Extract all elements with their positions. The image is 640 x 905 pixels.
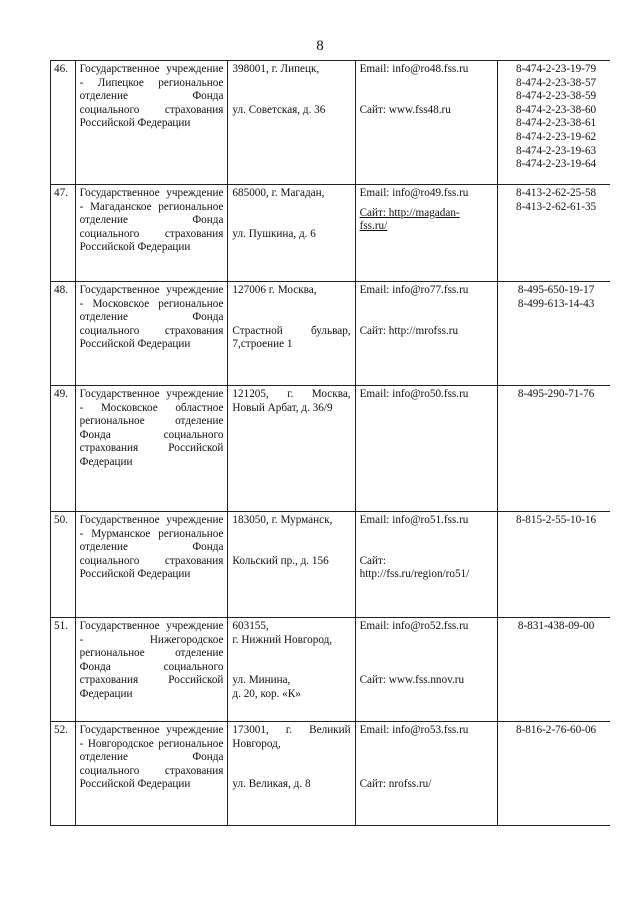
row-number: 46. bbox=[51, 61, 76, 185]
row-number: 47. bbox=[51, 185, 76, 282]
table-row bbox=[51, 282, 611, 386]
email-text[interactable]: Email: info@ro49.fss.ru bbox=[359, 187, 469, 199]
address-line: 685000, г. Магадан, bbox=[232, 187, 325, 199]
phone-number: 8-474-2-23-38-57 bbox=[515, 76, 597, 89]
address-line: 7,строение 1 bbox=[232, 338, 293, 351]
office-contacts bbox=[355, 185, 498, 282]
office-name: Государственное учреждение - Нижегородское региональное отделение Фонда социального страхования Российской Федерации bbox=[75, 618, 228, 722]
table-row bbox=[51, 61, 611, 185]
address-line: г. Нижний Новгород, bbox=[232, 633, 333, 646]
website-text[interactable]: http://fss.ru/region/ro51/ bbox=[359, 568, 470, 581]
table-row bbox=[51, 386, 611, 512]
row-number: 50. bbox=[51, 512, 76, 618]
phone-number: 8-474-2-23-38-59 bbox=[515, 90, 597, 103]
address-line: 173001, г. Великий bbox=[232, 724, 351, 736]
phone-number: 8-413-2-62-25-58 bbox=[515, 187, 597, 199]
table-row bbox=[51, 722, 611, 826]
office-address bbox=[228, 722, 355, 826]
office-phones bbox=[498, 618, 610, 722]
office-phones bbox=[498, 185, 610, 282]
website-text[interactable]: Сайт: www.fss48.ru bbox=[359, 103, 451, 116]
email-text[interactable]: Email: info@ro51.fss.ru bbox=[359, 514, 469, 526]
row-number: 51. bbox=[51, 618, 76, 722]
phone-number: 8-815-2-55-10-16 bbox=[515, 514, 597, 526]
office-address bbox=[228, 512, 355, 618]
address-line: д. 20, кор. «К» bbox=[232, 687, 301, 700]
email-text[interactable]: Email: info@ro52.fss.ru bbox=[359, 620, 469, 632]
office-phones bbox=[498, 386, 610, 512]
phone-number: 8-499-613-14-43 bbox=[517, 297, 595, 310]
address-line: 127006 г. Москва, bbox=[232, 284, 317, 296]
address-line: 398001, г. Липецк, bbox=[232, 63, 320, 75]
address-line: 603155, bbox=[232, 620, 269, 632]
phone-number: 8-495-290-71-76 bbox=[517, 388, 595, 400]
phone-number: 8-816-2-76-60-06 bbox=[515, 724, 597, 736]
email-text[interactable]: Email: info@ro53.fss.ru bbox=[359, 724, 469, 736]
phone-number: 8-831-438-09-00 bbox=[517, 620, 595, 632]
address-line: 183050, г. Мурманск, bbox=[232, 514, 333, 526]
office-contacts bbox=[355, 386, 498, 512]
address-line: ул. Минина, bbox=[232, 674, 291, 687]
page-number: 8 bbox=[316, 38, 324, 54]
office-name: Государственное учреждение - Новгородское региональное отделение Фонда социального страхования Российской Федерации bbox=[75, 722, 228, 826]
website-text[interactable]: Сайт: nrofss.ru/ bbox=[359, 777, 432, 790]
phone-number: 8-474-2-23-19-63 bbox=[515, 144, 597, 157]
phone-number: 8-474-2-23-19-64 bbox=[515, 158, 597, 171]
website-link-cont[interactable]: fss.ru/ bbox=[359, 220, 388, 233]
row-number: 52. bbox=[51, 722, 76, 826]
phone-number: 8-495-650-19-17 bbox=[517, 284, 595, 296]
address-line: Новгород, bbox=[232, 737, 281, 750]
phone-number: 8-413-2-62-61-35 bbox=[515, 200, 597, 213]
office-contacts bbox=[355, 722, 498, 826]
address-line: Страстной бульвар, bbox=[232, 324, 351, 337]
row-number: 48. bbox=[51, 282, 76, 386]
email-text[interactable]: Email: info@ro50.fss.ru bbox=[359, 388, 469, 400]
office-contacts bbox=[355, 618, 498, 722]
email-text[interactable]: Email: info@ro48.fss.ru bbox=[359, 63, 469, 75]
address-line: Кольский пр., д. 156 bbox=[232, 554, 329, 567]
phone-number: 8-474-2-23-19-62 bbox=[515, 130, 597, 143]
office-contacts bbox=[355, 512, 498, 618]
website-link[interactable]: Сайт: http://magadan- bbox=[359, 206, 460, 219]
office-name: Государственное учреждение - Магаданское региональное отделение Фонда социального страхования Российской Федерации bbox=[75, 185, 228, 282]
office-phones bbox=[498, 722, 610, 826]
office-phones bbox=[498, 282, 610, 386]
office-address bbox=[228, 185, 355, 282]
office-contacts bbox=[355, 61, 498, 185]
fss-offices-table bbox=[50, 60, 610, 826]
office-phones bbox=[498, 512, 610, 618]
phone-number: 8-474-2-23-38-60 bbox=[515, 103, 597, 116]
website-text[interactable]: Сайт: http://mrofss.ru bbox=[359, 324, 459, 337]
email-text[interactable]: Email: info@ro77.fss.ru bbox=[359, 284, 469, 296]
table-row bbox=[51, 618, 611, 722]
office-address bbox=[228, 282, 355, 386]
office-name: Государственное учреждение - Мурманское региональное отделение Фонда социального страхования Российской Федерации bbox=[75, 512, 228, 618]
website-label: Сайт: bbox=[359, 554, 387, 567]
office-address bbox=[228, 386, 355, 512]
office-phones bbox=[498, 61, 610, 185]
address-line: ул. Советская, д. 36 bbox=[232, 103, 326, 116]
office-address bbox=[228, 61, 355, 185]
phone-number: 8-474-2-23-38-61 bbox=[515, 117, 597, 130]
phone-number: 8-474-2-23-19-79 bbox=[515, 63, 597, 75]
office-name: Государственное учреждение - Московское региональное отделение Фонда социального страхования Российской Федерации bbox=[75, 282, 228, 386]
table-row bbox=[51, 512, 611, 618]
table-row bbox=[51, 185, 611, 282]
office-contacts bbox=[355, 282, 498, 386]
office-address bbox=[228, 618, 355, 722]
office-name: Государственное учреждение - Московское областное региональное отделение Фонда социального страхования Российской Федерации bbox=[75, 386, 228, 512]
address-line: Новый Арбат, д. 36/9 bbox=[232, 401, 333, 414]
row-number: 49. bbox=[51, 386, 76, 512]
address-line: ул. Великая, д. 8 bbox=[232, 778, 311, 791]
address-line: ул. Пушкина, д. 6 bbox=[232, 227, 316, 240]
office-name: Государственное учреждение - Липецкое региональное отделение Фонда социального страхования Российской Федерации bbox=[75, 61, 228, 185]
address-line: 121205, г. Москва, bbox=[232, 388, 351, 400]
website-text[interactable]: Сайт: www.fss.nnov.ru bbox=[359, 673, 465, 686]
